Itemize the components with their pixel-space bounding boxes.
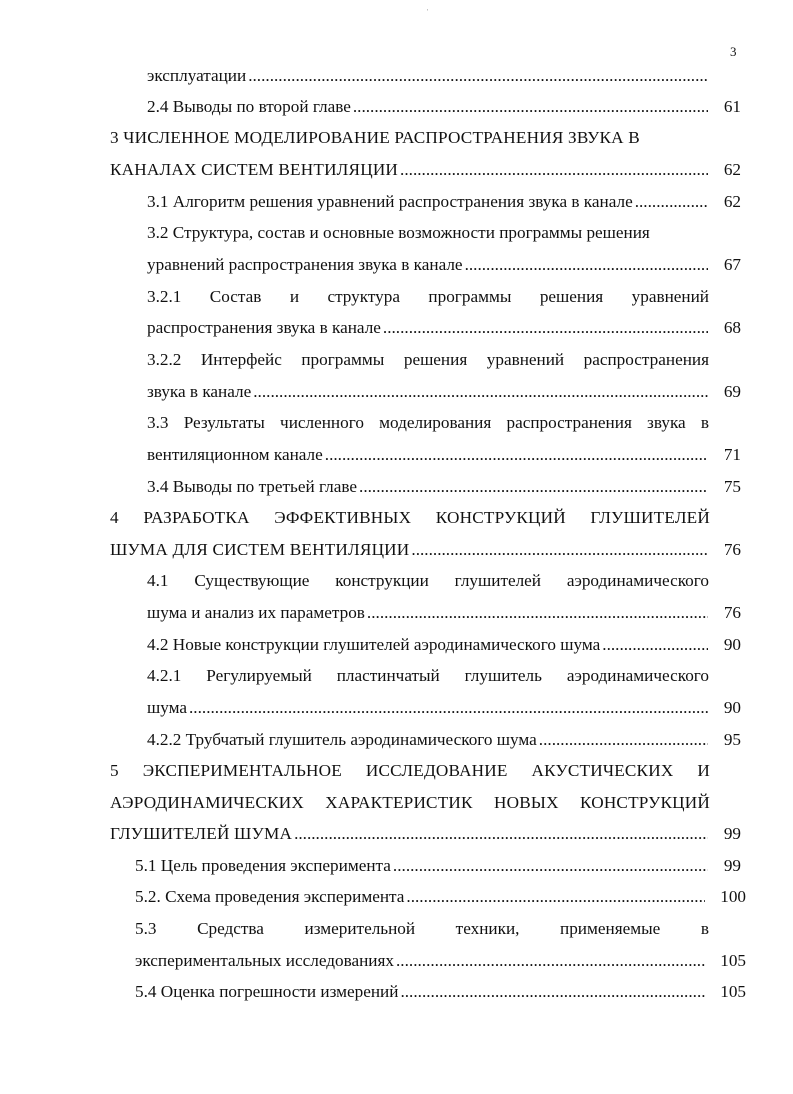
toc-page-number: 68 [723,318,741,337]
leader-dots [248,65,708,87]
toc-line-23 [110,792,710,814]
toc-line-13 [147,476,710,498]
toc-page-number: 76 [723,540,741,559]
toc-line-2 [110,127,640,149]
toc-page-number: 62 [723,192,741,211]
toc-page-number: 71 [723,445,741,464]
toc-line-6 [147,254,710,276]
leader-dots [189,697,708,719]
chapter-heading: 4 РАЗРАБОТКА ЭФФЕКТИВНЫХ КОНСТРУКЦИЙ ГЛУШИТЕЛЕЙ [110,508,710,527]
toc-line-11 [147,412,709,434]
toc-line-21 [147,729,710,751]
page-number: 3 [730,44,737,59]
toc-line-9 [147,349,709,371]
toc-entry-text: экспериментальных исследованиях [135,951,394,970]
toc-line-3 [110,159,710,181]
toc-entry-text: 4.1 Существующие конструкции глушителей аэродинамического [147,571,709,590]
leader-dots [400,159,708,181]
toc-page-number: 90 [723,698,741,717]
toc-line-5 [147,222,650,244]
toc-page-number: 61 [723,97,741,116]
leader-dots [400,981,705,1003]
toc-line-24 [110,823,710,845]
toc-line-4 [147,191,710,213]
toc-entry-text: ШУМА ДЛЯ СИСТЕМ ВЕНТИЛЯЦИИ [110,540,410,559]
toc-page-number: 75 [723,477,741,496]
scan-mark: ˈ [426,8,429,17]
leader-dots [294,823,708,845]
toc-line-27 [135,918,709,940]
leader-dots [359,476,708,498]
toc-line-14 [110,507,710,529]
toc-entry-text: 5.1 Цель проведения эксперимента [135,856,391,875]
toc-page-number: 105 [720,951,746,970]
toc-line-26 [135,886,707,908]
toc-line-10 [147,381,710,403]
toc-page-number: 105 [720,982,746,1001]
chapter-heading: 3 ЧИСЛЕННОЕ МОДЕЛИРОВАНИЕ РАСПРОСТРАНЕНИЯ ЗВУКА В [110,128,640,147]
toc-line-22 [110,760,710,782]
toc-entry-text: звука в канале [147,382,252,401]
toc-line-1 [147,96,710,118]
chapter-heading: АЭРОДИНАМИЧЕСКИХ ХАРАКТЕРИСТИК НОВЫХ КОНСТРУКЦИЙ [110,793,710,812]
toc-line-7 [147,286,709,308]
toc-line-18 [147,634,710,656]
leader-dots [539,729,708,751]
toc-entry-text: шума [147,698,187,717]
toc-entry-text: 3.1 Алгоритм решения уравнений распространения звука в канале [147,192,633,211]
toc-entry-text: 3.3 Результаты численного моделирования распространения звука в [147,413,709,432]
leader-dots [602,634,708,656]
toc-page-number: 99 [723,824,741,843]
toc-line-15 [110,539,710,561]
toc-page-number: 69 [723,382,741,401]
toc-entry-text: 4.2.2 Трубчатый глушитель аэродинамического шума [147,730,537,749]
chapter-heading: 5 ЭКСПЕРИМЕНТАЛЬНОЕ ИССЛЕДОВАНИЕ АКУСТИЧЕСКИХ И [110,761,710,780]
toc-entry-text: эксплуатации [147,66,247,85]
toc-line-29 [135,981,707,1003]
toc-line-20 [147,697,710,719]
toc-entry-text: 2.4 Выводы по второй главе [147,97,351,116]
toc-line-16 [147,570,709,592]
toc-entry-text: 5.3 Средства измерительной техники, применяемые в [135,919,709,938]
toc-line-12 [147,444,710,466]
leader-dots [353,96,708,118]
toc-page-number: 95 [723,730,741,749]
toc-entry-text: 4.2 Новые конструкции глушителей аэродинамического шума [147,635,601,654]
toc-entry-text: 3.2 Структура, состав и основные возможности программы решения [147,223,650,242]
toc-entry-text: распространения звука в канале [147,318,381,337]
leader-dots [411,539,708,561]
toc-entry-text: шума и анализ их параметров [147,603,365,622]
toc-entry-text: ГЛУШИТЕЛЕЙ ШУМА [110,824,293,843]
toc-page-number: 99 [723,856,741,875]
leader-dots [396,950,705,972]
toc-page-number: 67 [723,255,741,274]
toc-line-19 [147,665,709,687]
leader-dots [465,254,708,276]
toc-line-8 [147,317,710,339]
toc-page-number: 100 [720,887,746,906]
toc-line-0 [147,65,710,87]
toc-entry-text: 3.2.1 Состав и структура программы решения уравнений [147,287,709,306]
toc-entry-text: КАНАЛАХ СИСТЕМ ВЕНТИЛЯЦИИ [110,160,399,179]
toc-entry-text: 3.2.2 Интерфейс программы решения уравнений распространения [147,350,709,369]
toc-line-25 [135,855,710,877]
toc-line-17 [147,602,710,624]
toc-entry-text: уравнений распространения звука в канале [147,255,463,274]
leader-dots [325,444,708,466]
toc-entry-text: 3.4 Выводы по третьей главе [147,477,358,496]
toc-entry-text: 4.2.1 Регулируемый пластинчатый глушитель аэродинамического [147,666,709,685]
leader-dots [253,381,708,403]
toc-page-number: 62 [723,160,741,179]
leader-dots [406,886,705,908]
leader-dots [383,317,708,339]
toc-entry-text: 5.4 Оценка погрешности измерений [135,982,399,1001]
toc-page-number: 76 [723,603,741,622]
leader-dots [635,191,708,213]
leader-dots [393,855,708,877]
toc-entry-text: 5.2. Схема проведения эксперимента [135,887,405,906]
toc-entry-text: вентиляционном канале [147,445,323,464]
toc-page-number: 90 [723,635,741,654]
leader-dots [367,602,708,624]
toc-line-28 [135,950,707,972]
